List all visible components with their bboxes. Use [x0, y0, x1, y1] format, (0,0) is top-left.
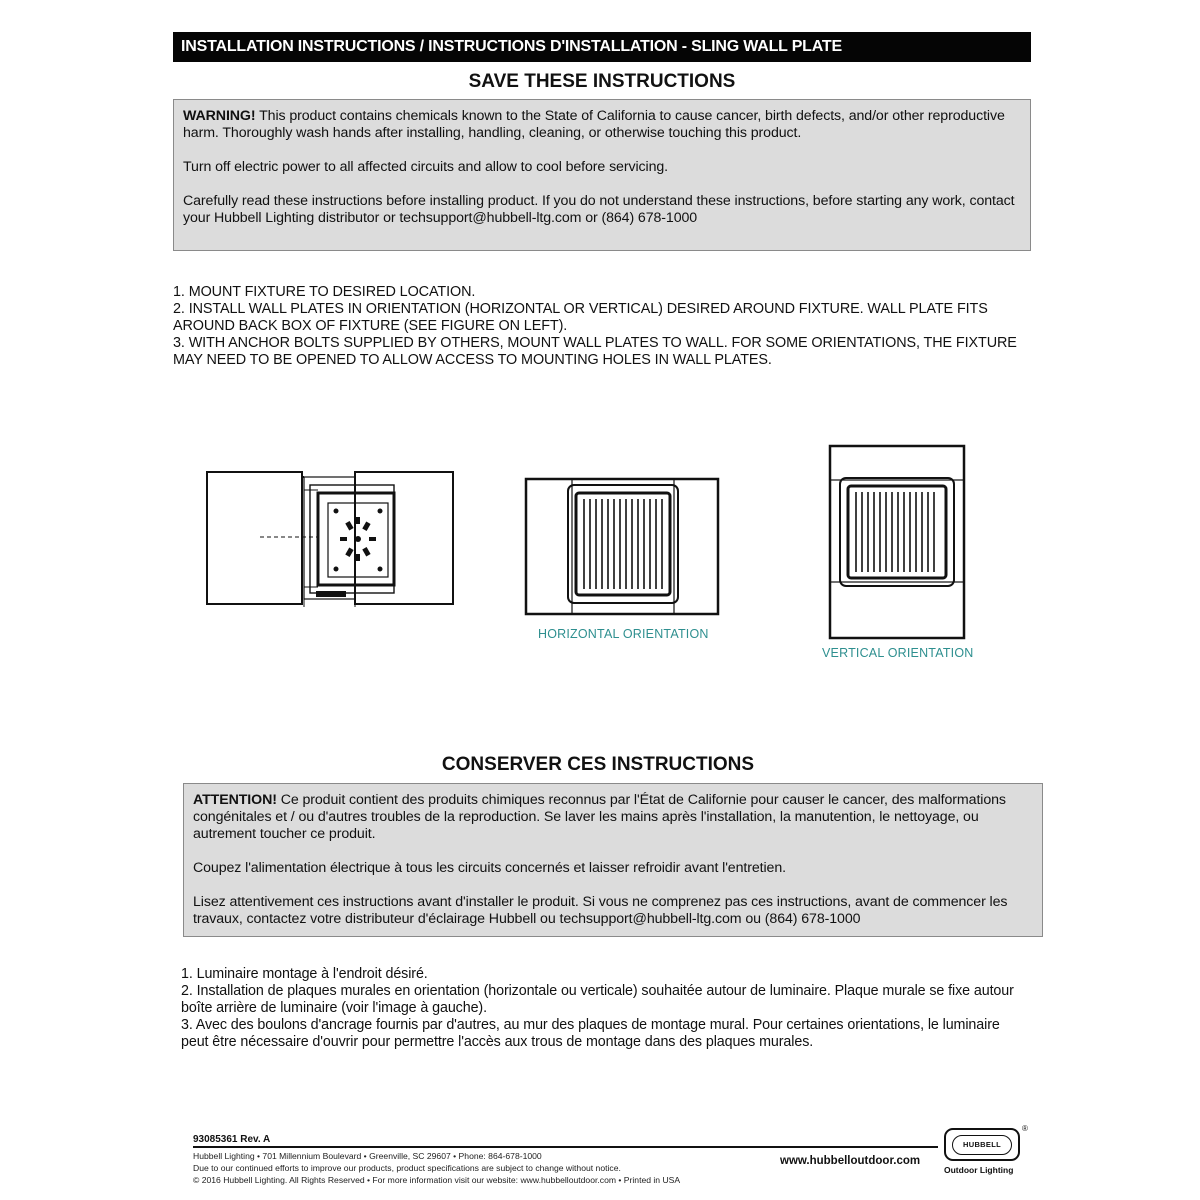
wall-plate-assembly-figure — [200, 465, 460, 615]
step-1-french: 1. Luminaire montage à l'endroit désiré. — [181, 966, 428, 982]
warning-label: WARNING! — [183, 108, 256, 124]
step-2-english: 2. INSTALL WALL PLATES IN ORIENTATION (HORIZONTAL OR VERTICAL) DESIRED AROUND FIXTURE. WALL PLATE FITS AROUND BACK BOX OF FIXTURE (SEE FIGURE ON LEFT). — [173, 301, 988, 334]
coupez-alimentation-text: Coupez l'alimentation électrique à tous les circuits concernés et laisser refroidir avant l'entretien. — [193, 860, 786, 876]
document-title-bar — [173, 32, 1031, 62]
step-1-english: 1. MOUNT FIXTURE TO DESIRED LOCATION. — [173, 284, 476, 300]
warning-box-english — [173, 99, 1031, 251]
steps-list-english — [173, 284, 1031, 369]
document-title: INSTALLATION INSTRUCTIONS / INSTRUCTIONS D'INSTALLATION - SLING WALL PLATE — [181, 38, 842, 55]
step-3-french: 3. Avec des boulons d'ancrage fournis par d'autres, au mur des plaques de montage mural. Pour certaines orientations, le luminaire peut être nécessaire d'ouvrir pour permettre l'accès aux trous de montage dans des plaques murales. — [181, 1017, 1000, 1050]
horizontal-orientation-caption: HORIZONTAL ORIENTATION — [538, 627, 709, 641]
company-address: Hubbell Lighting • 701 Millennium Boulevard • Greenville, SC 29607 • Phone: 864-678-1000 — [193, 1151, 542, 1161]
read-instructions-text: Carefully read these instructions before installing product. If you do not understand these instructions, before starting any work, contact your Hubbell Lighting distributor or techsupport@hubbell-ltg.com or (864) 678-1000 — [183, 193, 1015, 226]
conserver-instructions-heading: CONSERVER CES INSTRUCTIONS — [441, 754, 755, 775]
warning-box-french — [183, 783, 1043, 937]
save-instructions-heading: SAVE THESE INSTRUCTIONS — [468, 71, 736, 92]
document-number: 93085361 Rev. A — [193, 1134, 271, 1145]
attention-paragraph — [193, 792, 1033, 843]
registered-mark: ® — [1022, 1124, 1028, 1133]
disclaimer-text: Due to our continued efforts to improve our products, product specifications are subject to change without notice. — [193, 1163, 621, 1173]
horizontal-orientation-figure — [522, 475, 722, 620]
copyright-text: © 2016 Hubbell Lighting. All Rights Reserved • For more information visit our website: www.hubbelloutdoor.com • Printed in USA — [193, 1175, 681, 1185]
footer-divider — [193, 1146, 938, 1148]
steps-list-french — [181, 966, 1029, 1051]
power-off-text: Turn off electric power to all affected circuits and allow to cool before servicing. — [183, 159, 668, 175]
warning-paragraph — [183, 108, 1021, 142]
warning-text: This product contains chemicals known to the State of California to cause cancer, birth defects, and/or other reproductive harm. Thoroughly wash hands after installing, handling, cleaning, or otherwise touching this product. — [183, 108, 1005, 141]
vertical-orientation-figure — [826, 442, 968, 642]
lisez-instructions-text: Lisez attentivement ces instructions avant d'installer le produit. Si vous ne comprenez pas ces instructions, avant de commencer les travaux, contactez votre distributeur d'éclairage Hubbell ou techsupport@hubbell-ltg.com ou (864) 678-1000 — [193, 894, 1008, 927]
logo-wordmark: HUBBELL — [952, 1135, 1012, 1155]
step-3-english: 3. WITH ANCHOR BOLTS SUPPLIED BY OTHERS, MOUNT WALL PLATES TO WALL. FOR SOME ORIENTATIONS, THE FIXTURE MAY NEED TO BE OPENED TO ALLOW ACCESS TO MOUNTING HOLES IN WALL PLATES. — [173, 335, 1017, 368]
logo-subtitle: Outdoor Lighting — [944, 1165, 1014, 1175]
attention-label: ATTENTION! — [193, 792, 277, 808]
website-link[interactable]: www.hubbelloutdoor.com — [780, 1155, 921, 1167]
heat-sink-fins — [584, 499, 662, 589]
attention-text: Ce produit contient des produits chimiques reconnus par l'État de Californie pour causer le cancer, des malformations congénitales et / ou d'autres troubles de la reproduction. Se laver les mains après l'installation, la manutention, le nettoyage, ou autrement toucher ce produit. — [193, 792, 1006, 842]
step-2-french: 2. Installation de plaques murales en orientation (horizontale ou verticale) souhaitée autour de luminaire. Plaque murale se fixe autour boîte arrière de luminaire (voir l'image à gauche). — [181, 983, 1014, 1016]
vertical-orientation-caption: VERTICAL ORIENTATION — [822, 646, 974, 660]
hubbell-logo — [944, 1128, 1020, 1161]
